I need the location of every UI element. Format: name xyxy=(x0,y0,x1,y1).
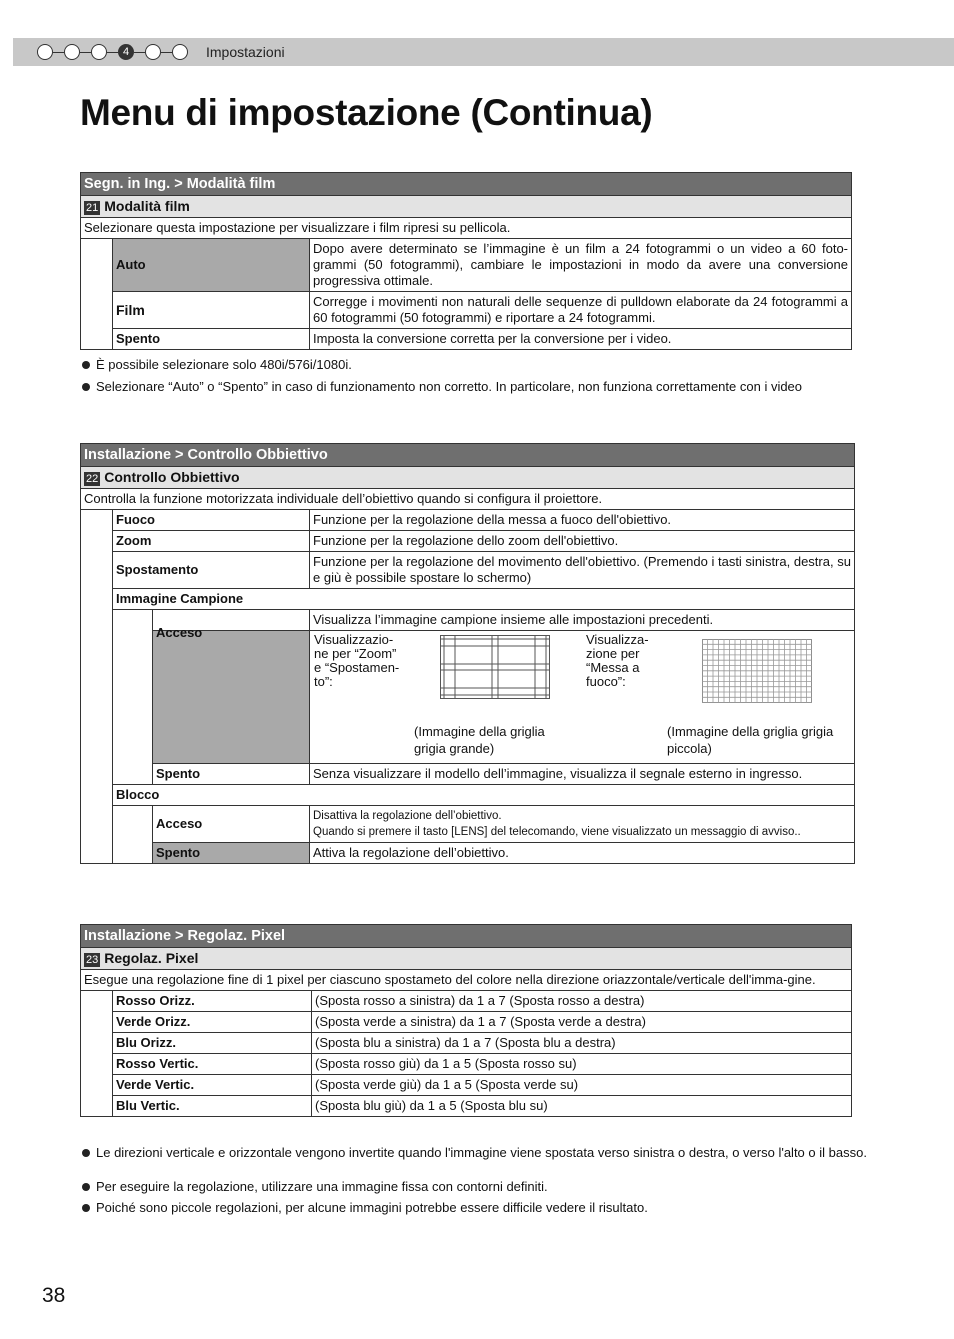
option-verde-vertic-desc: (Sposta verde giù) da 1 a 5 (Sposta verde su) xyxy=(312,1075,852,1096)
option-verde-orizz-desc: (Sposta verde a sinistra) da 1 a 7 (Sposta verde a destra) xyxy=(312,1012,852,1033)
option-blu-vertic-desc: (Sposta blu giù) da 1 a 5 (Sposta blu su) xyxy=(312,1096,852,1117)
option-immagine-campione: Immagine Campione xyxy=(113,589,855,610)
section-path: Installazione > Controllo Obbiettivo xyxy=(81,444,855,467)
setting-name xyxy=(81,467,855,489)
bullet-icon xyxy=(82,1149,90,1157)
option-blu-vertic: Blu Vertic. xyxy=(113,1096,312,1117)
setting-title: Controllo Obbiettivo xyxy=(104,469,240,485)
note: Le direzioni verticale e orizzontale vengono invertite quando l'immagine viene spostata verso sinistra o destra, o verso l'alto o il basso. xyxy=(82,1146,882,1159)
small-grid-caption: (Immagine della griglia grigia piccola) xyxy=(667,724,834,756)
bullet-icon xyxy=(82,361,90,369)
film-mode-table xyxy=(80,172,852,350)
note: Selezionare “Auto” o “Spento” in caso di funzionamento non corretto. In particolare, non funziona correttamente con i video xyxy=(82,380,802,393)
lock-on-desc: Disattiva la regolazione dell’obiettivo. Quando si premere il tasto [LENS] del telecomando, viene visualizzato un messaggio di avviso.. xyxy=(310,806,855,843)
step-connector xyxy=(134,52,145,53)
breadcrumb: Impostazioni xyxy=(206,44,285,60)
option-film: Film xyxy=(113,292,310,329)
indent-cell xyxy=(81,510,113,864)
page-title: Menu di impostazione (Continua) xyxy=(80,92,653,133)
section-path: Installazione > Regolaz. Pixel xyxy=(81,925,852,948)
lock-off: Spento xyxy=(153,843,310,864)
option-fuoco-desc: Funzione per la regolazione della messa a fuoco dell'obiettivo. xyxy=(310,510,855,531)
option-rosso-orizz-desc: (Sposta rosso a sinistra) da 1 a 7 (Sposta rosso a destra) xyxy=(312,991,852,1012)
option-fuoco: Fuoco xyxy=(113,510,310,531)
indent-cell xyxy=(113,806,153,864)
bullet-icon xyxy=(82,383,90,391)
option-rosso-orizz: Rosso Orizz. xyxy=(113,991,312,1012)
setting-number: 22 xyxy=(86,473,99,485)
option-blocco: Blocco xyxy=(113,785,855,806)
setting-name xyxy=(81,196,852,218)
page-number: 38 xyxy=(42,1284,66,1307)
option-verde-vertic: Verde Vertic. xyxy=(113,1075,312,1096)
large-grid-caption: (Immagine della griglia grigia grande) xyxy=(414,724,545,756)
lock-off-desc: Attiva la regolazione dell’obiettivo. xyxy=(310,843,855,864)
pixel-adjust-table xyxy=(80,924,852,1117)
setting-number: 21 xyxy=(86,202,99,214)
option-spento: Spento xyxy=(113,329,310,350)
option-spostamento: Spostamento xyxy=(113,552,310,589)
option-verde-orizz: Verde Orizz. xyxy=(113,1012,312,1033)
step-connector xyxy=(80,52,91,53)
indent-cell xyxy=(81,239,113,350)
indent-cell xyxy=(113,610,153,785)
option-auto: Auto xyxy=(113,239,310,292)
pattern-off: Spento xyxy=(153,764,310,785)
pattern-on: Acceso xyxy=(153,631,310,764)
option-spostamento-desc: Funzione per la regolazione del movimento dell'obiettivo. (Premendo i tasti sinistra, destra, su e giù è possibile spostare lo schermo) xyxy=(310,552,855,589)
step-connector xyxy=(53,52,64,53)
lock-on: Acceso xyxy=(153,806,310,843)
setting-name xyxy=(81,948,852,970)
note: Per eseguire la regolazione, utilizzare una immagine fissa con contorni definiti. xyxy=(82,1180,548,1193)
option-auto-desc: Dopo avere determinato se l’immagine è un film a 24 fotogrammi o un video a 60 foto-grammi (50 fotogrammi), cambiare le impostazioni in modo da avere una conversione progressiva ottimale. xyxy=(310,239,852,292)
bullet-icon xyxy=(82,1183,90,1191)
step-4-current: 4 xyxy=(118,44,134,60)
step-5 xyxy=(145,44,161,60)
setting-description: Esegue una regolazione fine di 1 pixel per ciascuno spostameto del colore nella direzione oriazzontale/verticale dell'imma-gine. xyxy=(81,970,852,991)
setting-title: Regolaz. Pixel xyxy=(104,950,199,966)
step-6 xyxy=(172,44,188,60)
note: È possibile selezionare solo 480i/576i/1080i. xyxy=(82,358,352,371)
pattern-off-desc: Senza visualizzare il modello dell’immagine, visualizza il segnale esterno in ingresso. xyxy=(310,764,855,785)
large-grid-image xyxy=(440,635,550,699)
option-blu-orizz-desc: (Sposta blu a sinistra) da 1 a 7 (Sposta blu a destra) xyxy=(312,1033,852,1054)
indent-cell xyxy=(81,991,113,1117)
option-rosso-vertic: Rosso Vertic. xyxy=(113,1054,312,1075)
bullet-icon xyxy=(82,1204,90,1212)
step-1 xyxy=(37,44,53,60)
note: Poiché sono piccole regolazioni, per alcune immagini potrebbe essere difficile vedere il risultato. xyxy=(82,1201,648,1214)
option-rosso-vertic-desc: (Sposta rosso giù) da 1 a 5 (Sposta rosso su) xyxy=(312,1054,852,1075)
pattern-on-desc: Visualizza l’immagine campione insieme alle impostazioni precedenti. xyxy=(310,610,855,631)
option-spento-desc: Imposta la conversione corretta per la conversione per i video. xyxy=(310,329,852,350)
setting-number: 23 xyxy=(86,954,99,966)
step-connector xyxy=(161,52,172,53)
step-2 xyxy=(64,44,80,60)
section-path: Segn. in Ing. > Modalità film xyxy=(81,173,852,196)
option-blu-orizz: Blu Orizz. xyxy=(113,1033,312,1054)
step-connector xyxy=(107,52,118,53)
setting-description: Selezionare questa impostazione per visualizzare i film ripresi su pellicola. xyxy=(81,218,852,239)
lens-control-table xyxy=(80,443,855,864)
focus-caption: Visualizza- zione per “Messa a fuoco”: xyxy=(586,632,649,689)
option-zoom-desc: Funzione per la regolazione dello zoom dell'obiettivo. xyxy=(310,531,855,552)
option-film-desc: Corregge i movimenti non naturali delle sequenze di pulldown elaborate da 24 fotogrammi a 60 fotogrammi (50 fotogrammi) e riportare a 24 fotogrammi. xyxy=(310,292,852,329)
pattern-illustrations xyxy=(310,631,855,764)
zoom-caption: Visualizzazio- ne per “Zoom” e “Spostamen- to”: xyxy=(314,632,400,689)
small-grid-image xyxy=(702,639,812,703)
chapter-progress xyxy=(37,43,188,61)
setting-description: Controlla la funzione motorizzata individuale dell’obiettivo quando si configura il proiettore. xyxy=(81,489,855,510)
option-zoom: Zoom xyxy=(113,531,310,552)
step-3 xyxy=(91,44,107,60)
setting-title: Modalità film xyxy=(104,198,190,214)
